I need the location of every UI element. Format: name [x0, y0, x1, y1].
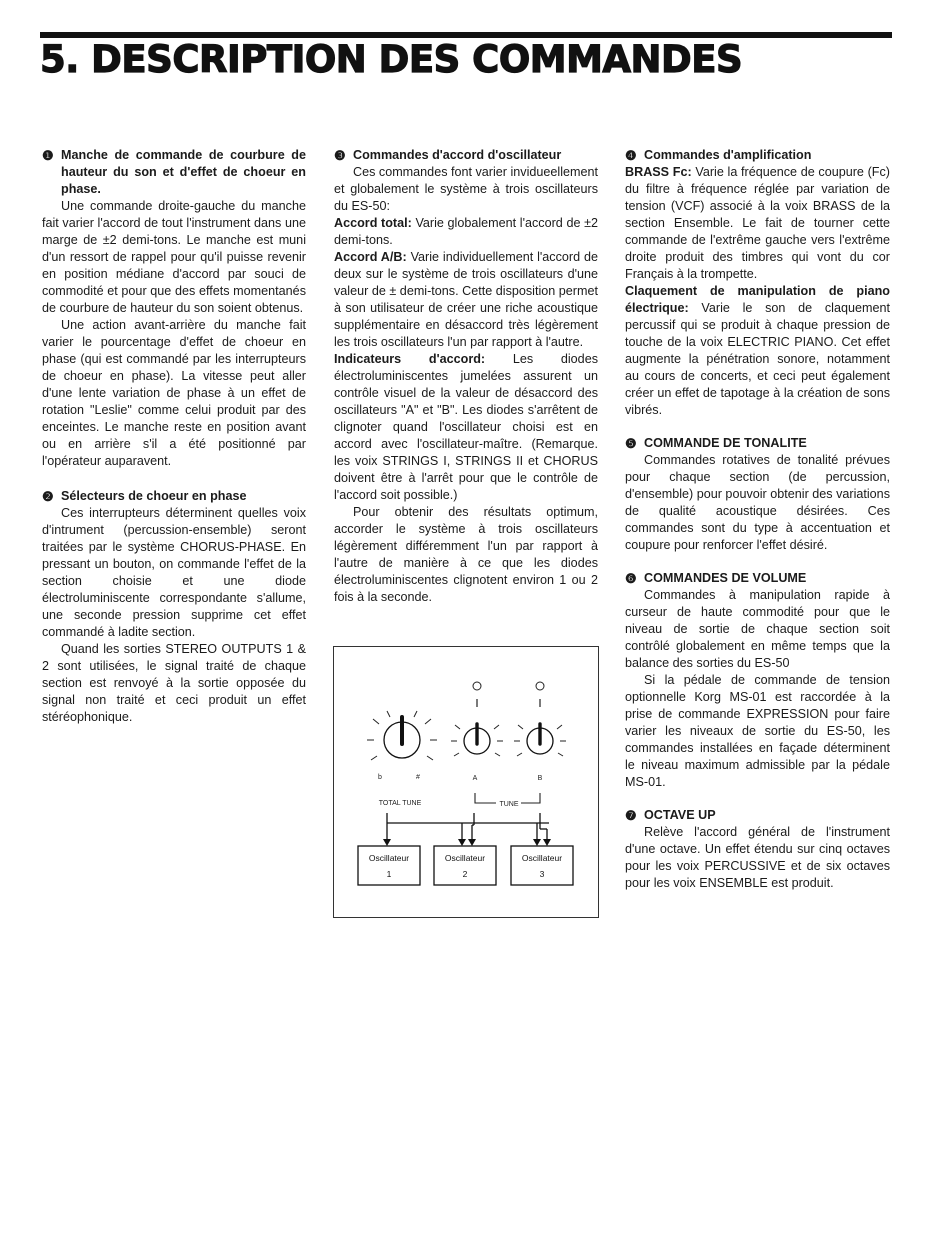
tuning-diagram-svg — [334, 647, 600, 919]
section-3-heading — [334, 147, 598, 164]
tuning-diagram — [333, 646, 599, 918]
section-2 — [42, 488, 306, 726]
column-3 — [625, 147, 890, 906]
oscillator-3-box — [511, 846, 573, 885]
oscillator-3-label: Oscillateur — [521, 853, 563, 863]
column-1 — [42, 147, 306, 740]
indicateurs-paragraph — [334, 351, 598, 504]
section-3-paragraph-2: Pour obtenir des résultats optimum, accorder le système à trois oscillateurs légèrement différemment l'un par rapport à l'autre de manière à ce que les diodes électroluminiscentes clignotent environ 1 ou 2 fois à la seconde. — [334, 505, 598, 604]
brass-fc-text: Varie la fréquence de coupure (Fc) du filtre à fréquence réglée par variation de tension (VCF) associé à la voix BRASS de la section Ensemble. Le fait de tourner cette commande de l'extrême gauche vers l'extrême droite produit des timbres qui vont du cor Français à la trompette. — [625, 165, 890, 281]
tune-bracket-left — [475, 793, 496, 803]
section-1-heading — [42, 147, 306, 198]
accord-total-paragraph — [334, 215, 598, 249]
tune-a-knob-icon — [451, 724, 503, 756]
oscillator-1-label: Oscillateur — [368, 853, 410, 863]
section-5-heading — [625, 435, 890, 452]
page-title: 5. DESCRIPTION DES COMMANDES — [40, 37, 743, 82]
section-6 — [625, 570, 890, 791]
oscillator-2-label: Oscillateur — [444, 853, 486, 863]
piano-label: Claquement de manipulation de piano électrique: — [625, 284, 890, 315]
indicateurs-label: Indicateurs d'accord: — [334, 352, 486, 366]
section-3-heading-text: Commandes d'accord d'oscillateur — [353, 148, 562, 162]
knob-a-label: A — [472, 775, 478, 782]
section-6-badge: ❻ — [625, 571, 637, 586]
section-7-badge: ❼ — [625, 808, 637, 823]
section-7 — [625, 807, 890, 892]
signal-lines — [387, 813, 549, 843]
section-4 — [625, 147, 890, 419]
tune-label: TUNE — [499, 801, 519, 808]
section-2-heading — [42, 488, 306, 505]
column-2 — [334, 147, 598, 620]
section-2-paragraph-1: Ces interrupteurs déterminent quelles voix d'intrument (percussion-ensemble) seront traitées par le système CHORUS-PHASE. En pressant un bouton, on commande l'effet de la section choisie et une diode électroluminiscente correspondante s'allume, une seconde pression supprime cet effet commandé à ladite section. — [42, 506, 306, 639]
section-3-badge: ❸ — [334, 148, 346, 163]
section-7-heading-text: OCTAVE UP — [644, 808, 716, 822]
section-1-paragraph-1: Une commande droite-gauche du manche fait varier l'accord de tout l'instrument dans une marge de ±2 demi-tons. Le manche est muni d'un ressort de rappel pour qu'il puisse revenir en position médiane d'accord par souci de commodité et pour que des effets momentanés de courbure de hauteur du son soient obtenus. — [42, 199, 306, 315]
section-3 — [334, 147, 598, 606]
section-2-paragraph-2: Quand les sorties STEREO OUTPUTS 1 & 2 sont utilisées, le signal traité de chaque section est renvoyé à la sortie opposée du signal non traité et ceci produit un effet stéréophonique. — [42, 642, 306, 724]
section-5-paragraph: Commandes rotatives de tonalité prévues pour chaque section (de percussion, d'ensemble) pour pouvoir obtenir des variations de qualité acoustique désirées. Ces commandes sont du type à accentuation et coupure pour renforcer l'effet désiré. — [625, 453, 890, 552]
piano-paragraph — [625, 283, 890, 419]
oscillator-2-box — [434, 846, 496, 885]
tune-b-knob-icon — [514, 724, 566, 756]
section-1-heading-text: Manche de commande de courbure de hauteur du son et d'effet de choeur en phase. — [61, 148, 306, 196]
section-6-heading — [625, 570, 890, 587]
piano-text: Varie le son de claquement percussif qui se produit à chaque pression de touche de la voix ELECTRIC PIANO. Cet effet augmente la pénétration sonore, notamment au cours de concerts, et ceci peut également créer un effet de tapotage à la création de sons vibrés. — [625, 301, 890, 417]
accord-ab-paragraph — [334, 249, 598, 351]
section-1 — [42, 147, 306, 470]
led-b-icon — [536, 682, 544, 690]
section-1-paragraph-2: Une action avant-arrière du manche fait varier le pourcentage d'effet de choeur en phase (qui est commandé par les interrupteurs de choeur en phase). La vitesse peut aller d'une lente variation de phase à un effet de rotation "Leslie" comme celui produit par des enceintes. Le manche reste en position avant ou en arrière s'il a été positionné par l'opérateur auparavent. — [42, 318, 306, 468]
section-5 — [625, 435, 890, 554]
indicateurs-text: Les diodes électroluminiscentes jumelées assurent un contrôle visuel de la valeur de désaccord des oscillateurs "A" et "B". Les diodes s'arrêtent de clignoter quand l'oscillateur choisi est en accord avec l'oscillateur-maître. (Remarque. les voix STRINGS I, STRINGS II et CHORUS doivent être à l'arrêt pour que le contrôle de l'accord soit possible.) — [334, 352, 598, 502]
section-2-heading-text: Sélecteurs de choeur en phase — [61, 489, 247, 503]
accord-total-label: Accord total: — [334, 216, 412, 230]
brass-fc-paragraph — [625, 164, 890, 283]
knob-1-sharp-label: # — [416, 774, 420, 781]
section-7-heading — [625, 807, 890, 824]
section-4-heading-text: Commandes d'amplification — [644, 148, 812, 162]
total-tune-knob-icon — [367, 711, 437, 760]
section-6-paragraph-2: Si la pédale de commande de tension optionnelle Korg MS-01 est raccordée à la prise de commande EXPRESSION pour faire varier les niveaux de sortie du ES-50, les commandes installées en façade déterminent le niveau maximum admissible par la pédale MS-01. — [625, 673, 890, 789]
section-6-heading-text: COMMANDES DE VOLUME — [644, 571, 807, 585]
oscillator-2-number: 2 — [462, 869, 468, 879]
section-7-paragraph: Relève l'accord général de l'instrument d'une octave. Un effet étendu sur cinq octaves pour les voix PERCUSSIVE et de six octaves pour les voix ENSEMBLE est produit. — [625, 825, 890, 890]
accord-ab-label: Accord A/B: — [334, 250, 407, 264]
brass-fc-label: BRASS Fc: — [625, 165, 692, 179]
tune-bracket-right — [521, 793, 540, 803]
section-4-badge: ❹ — [625, 148, 637, 163]
accord-ab-text: Varie individuellement l'accord de deux sur le système de trois oscillateurs d'une valeur de ± demi-tons. Cette disposition permet à son utilisateur de créer une riche acoustique supplémentaire en désaccord très légèrement les trois oscillateurs l'un par rapport à l'autre. — [334, 250, 598, 349]
section-5-badge: ❺ — [625, 436, 637, 451]
section-2-badge: ❷ — [42, 489, 54, 504]
knob-1-flat-label: b — [378, 774, 382, 781]
section-1-badge: ❶ — [42, 148, 54, 163]
led-a-icon — [473, 682, 481, 690]
section-6-paragraph-1: Commandes à manipulation rapide à curseur de haute commodité pour que le niveau de sortie de chaque section soit contrôlé globalement en même temps que la balance des sorties du ES-50 — [625, 588, 890, 670]
section-3-intro: Ces commandes font varier invidueellement et globalement le système à trois oscillateurs du ES-50: — [334, 165, 598, 213]
oscillator-1-number: 1 — [386, 869, 392, 879]
accord-total-text: Varie globalement l'accord de ±2 demi-tons. — [334, 216, 599, 247]
oscillator-1-box — [358, 846, 420, 885]
oscillator-3-number: 3 — [539, 869, 545, 879]
signal-arrowheads — [383, 839, 551, 846]
knob-b-label: B — [537, 775, 543, 782]
total-tune-label: TOTAL TUNE — [378, 800, 422, 807]
section-5-heading-text: COMMANDE DE TONALITE — [644, 436, 807, 450]
section-4-heading — [625, 147, 890, 164]
